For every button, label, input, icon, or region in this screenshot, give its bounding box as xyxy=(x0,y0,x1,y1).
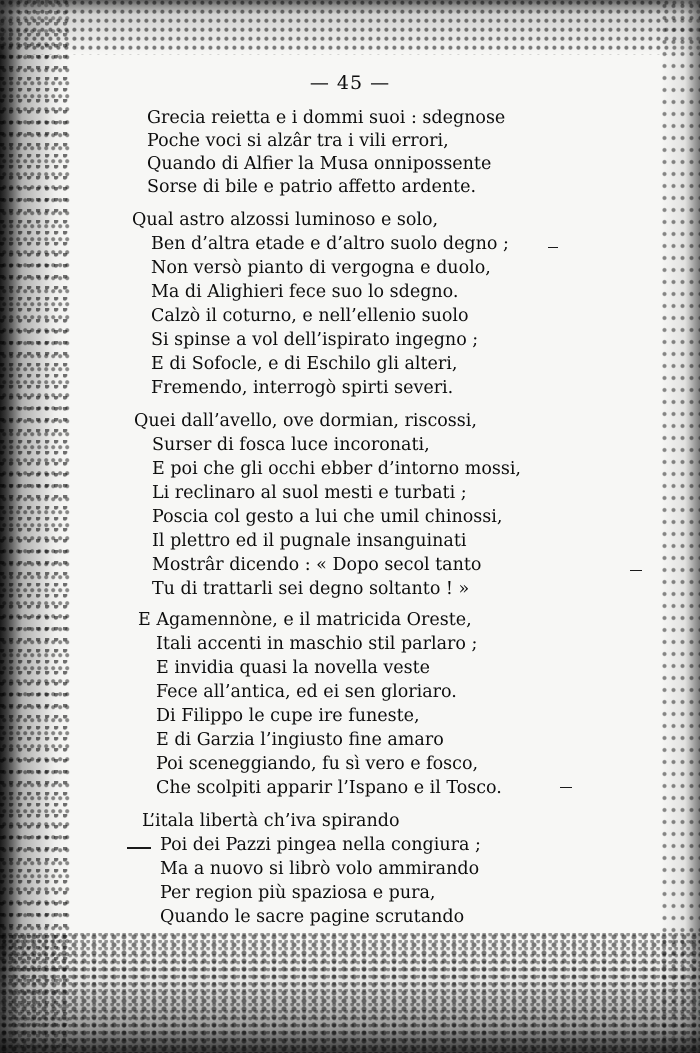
verse-line: Non versò pianto di vergogna e duolo, xyxy=(151,258,491,278)
margin-dash-mark xyxy=(548,247,558,248)
verse-line: Ben d’altra etade e d’altro suolo degno ; xyxy=(151,234,509,254)
verse-line: Calzò il coturno, e nell’ellenio suolo xyxy=(151,306,469,326)
scan-edge-right xyxy=(660,0,700,1053)
verse-line: Poscia col gesto a lui che umil chinossi, xyxy=(152,507,503,527)
verse-line: Mostrâr dicendo : « Dopo secol tanto xyxy=(152,555,482,575)
verse-line: E di Garzia l’ingiusto fine amaro xyxy=(156,730,444,750)
verse-line: Si spinse a vol dell’ispirato ingegno ; xyxy=(151,330,479,350)
verse-line: Ma di Alighieri fece suo lo sdegno. xyxy=(151,282,459,302)
verse-line: Surser di fosca luce incoronati, xyxy=(152,435,430,455)
verse-line: E poi che gli occhi ebber d’intorno mossi, xyxy=(152,459,521,479)
margin-dash-mark xyxy=(560,787,572,788)
verse-line: Quei dall’avello, ove dormian, riscossi, xyxy=(134,411,477,431)
scan-edge-bottom xyxy=(0,933,700,1053)
verse-line: Ma a nuovo si librò volo ammirando xyxy=(160,859,480,879)
verse-line: E Agamennòne, e il matricida Oreste, xyxy=(138,610,472,630)
verse-line: Sorse di bile e patrio affetto ardente. xyxy=(147,177,477,197)
verse-line: Il plettro ed il pugnale insanguinati xyxy=(152,531,467,551)
verse-line: Grecia reietta e i dommi suoi : sdegnose xyxy=(147,108,506,128)
margin-dash-mark xyxy=(127,847,151,849)
verse-line: Fremendo, interrogò spirti severi. xyxy=(151,378,454,398)
verse-line: Per region più spaziosa e pura, xyxy=(160,883,436,903)
scan-edge-top xyxy=(0,0,700,55)
margin-dash-mark xyxy=(630,570,642,571)
verse-line: Poi dei Pazzi pingea nella congiura ; xyxy=(160,835,481,855)
verse-line: E di Sofocle, e di Eschilo gli alteri, xyxy=(151,354,458,374)
scan-edge-left xyxy=(0,0,70,1053)
verse-line: Itali accenti in maschio stil parlaro ; xyxy=(156,634,478,654)
verse-line: L’itala libertà ch’iva spirando xyxy=(142,811,400,831)
verse-line: Di Filippo le cupe ire funeste, xyxy=(156,706,420,726)
verse-line: Poche voci si alzâr tra i vili errori, xyxy=(147,131,449,151)
verse-line: Fece all’antica, ed ei sen gloriaro. xyxy=(156,682,457,702)
verse-line: E invidia quasi la novella veste xyxy=(156,658,430,678)
verse-line: Che scolpiti apparir l’Ispano e il Tosco. xyxy=(156,778,502,798)
page-number: — 45 — xyxy=(309,72,391,94)
verse-line: Tu di trattarli sei degno soltanto ! » xyxy=(152,579,470,599)
verse-line: Qual astro alzossi luminoso e solo, xyxy=(132,210,439,230)
verse-line: Poi sceneggiando, fu sì vero e fosco, xyxy=(156,754,479,774)
verse-line: Quando di Alfier la Musa onnipossente xyxy=(147,154,492,174)
verse-line: Quando le sacre pagine scrutando xyxy=(160,907,465,927)
verse-line: Li reclinaro al suol mesti e turbati ; xyxy=(152,483,467,503)
